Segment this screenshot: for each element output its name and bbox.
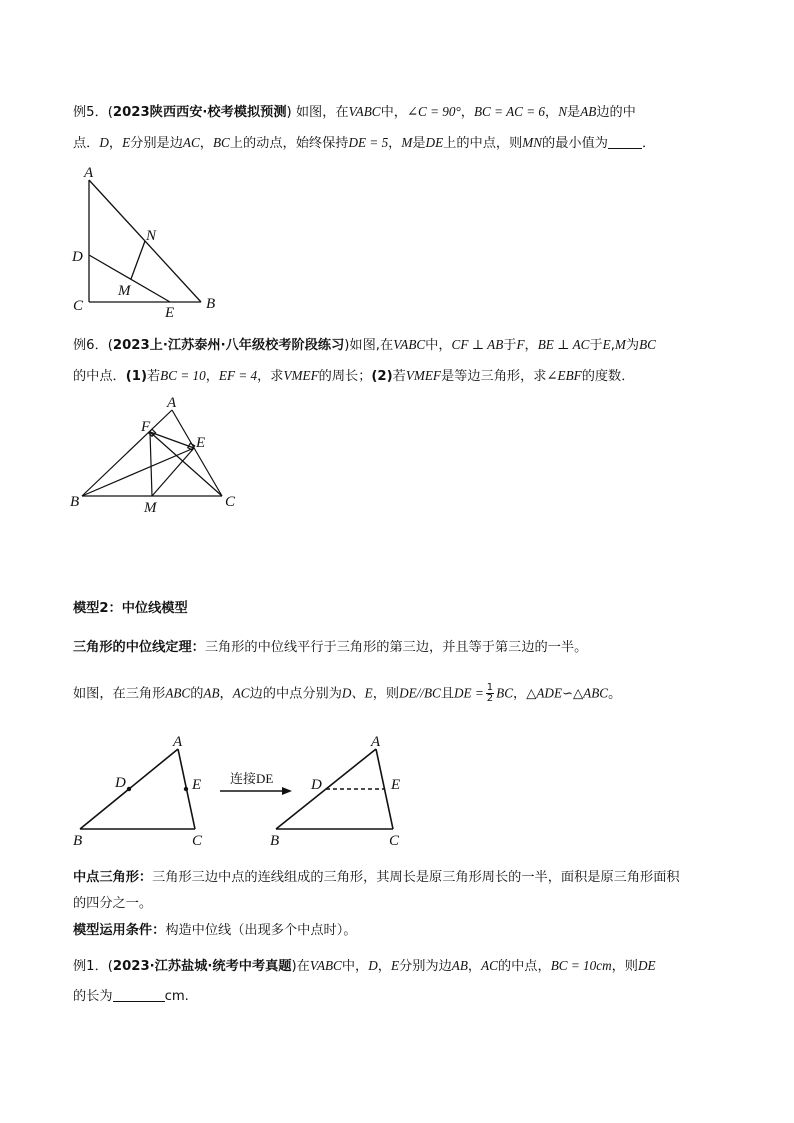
ex1-line1 <box>73 958 656 975</box>
math: E <box>122 135 131 150</box>
arrow-label: 连接DE <box>230 771 274 786</box>
part-label: (1) <box>125 369 147 384</box>
text: 的长为 <box>73 989 113 1004</box>
text: 边的中点分别为 <box>249 686 342 702</box>
math: BC = 10 <box>160 368 206 383</box>
text: 中， <box>380 105 407 120</box>
text: )在 <box>291 959 310 974</box>
label-B: B <box>70 494 80 510</box>
math: △ADE∽△ABC <box>526 685 609 701</box>
label-F: F <box>141 419 151 435</box>
math: AB <box>203 685 220 701</box>
math: DE = <box>454 685 484 701</box>
label-D: D <box>72 249 83 265</box>
text: 的中点， <box>497 959 551 974</box>
math: VMEF <box>283 368 319 383</box>
math: E <box>602 337 611 352</box>
text: 中， <box>425 338 452 353</box>
unit: cm. <box>164 989 189 1004</box>
math: DE = 5 <box>348 135 389 150</box>
text: 分别是边 <box>130 136 183 151</box>
math: DE <box>637 958 656 973</box>
label-E: E <box>196 435 206 451</box>
mid-triangle-text: 三角形三边中点的连线组成的三角形，其周长是原三角形周长的一半，面积是原三角形面积 <box>152 870 680 885</box>
left-label-C: C <box>192 833 203 849</box>
condition-line <box>73 923 357 939</box>
text: 于 <box>589 338 603 353</box>
right-label-A: A <box>371 734 381 750</box>
text: ， <box>205 369 219 384</box>
math: F <box>516 337 525 352</box>
text: 是等边三角形，求 <box>440 369 547 384</box>
math: VABC <box>309 958 342 973</box>
text: ， <box>108 136 123 151</box>
text: 如图，在三角形 <box>73 686 166 702</box>
label-A: A <box>84 165 94 181</box>
example-label: 例5．( <box>73 105 113 120</box>
left-label-B: B <box>73 833 83 849</box>
text: ， <box>219 686 233 702</box>
math: E <box>390 958 400 973</box>
math: BC = AC = 6 <box>473 104 546 119</box>
label-C: C <box>73 298 84 314</box>
mid-triangle-label: 中点三角形： <box>73 870 153 885</box>
text: 的最小值为 <box>542 136 608 151</box>
answer-blank[interactable] <box>113 988 165 1002</box>
example-label: 例6．( <box>73 338 113 353</box>
source-tag: 2023陕西西安·校考模拟预测 <box>112 105 287 120</box>
label-N: N <box>146 228 157 244</box>
label-M: M <box>144 500 157 516</box>
text: ， <box>467 959 482 974</box>
text: 若 <box>392 369 406 384</box>
text: ) 如图，在 <box>286 105 349 120</box>
text: 且 <box>440 686 455 702</box>
text: 上的中点，则 <box>443 136 523 151</box>
label-A: A <box>167 395 177 411</box>
text: )如图,在 <box>344 338 394 353</box>
math: BC = 10cm <box>550 958 612 973</box>
left-label-D: D <box>115 775 126 791</box>
math: MN <box>522 135 543 150</box>
math: AB <box>451 958 468 973</box>
source-tag: 2023·江苏盐城·统考中考真题 <box>112 959 292 974</box>
model2-title: 模型2：中位线模型 <box>73 601 188 616</box>
text: 上的动点，始终保持 <box>229 136 349 151</box>
math: VABC <box>393 337 426 352</box>
right-label-D: D <box>311 777 322 793</box>
text: 为 <box>625 338 640 353</box>
text: 点． <box>73 136 100 151</box>
theorem-text: 三角形的中位线平行于三角形的第三边，并且等于第三边的一半。 <box>204 640 588 655</box>
math: ∠C = 90° <box>406 104 461 119</box>
part-label: (2) <box>371 369 393 384</box>
math: AC <box>481 958 498 973</box>
text: 是 <box>412 136 426 151</box>
text: ， <box>388 136 402 151</box>
text: ，求 <box>257 369 284 384</box>
math: N <box>558 104 567 119</box>
text: 中， <box>341 959 369 974</box>
text: ，则 <box>372 686 400 702</box>
text: ， <box>199 136 213 151</box>
text: ， <box>545 105 559 120</box>
math: EF = 4 <box>218 368 258 383</box>
math: ABC <box>165 685 191 701</box>
math: BC <box>496 685 514 701</box>
text: 分别为边 <box>399 959 452 974</box>
label-B: B <box>206 296 216 312</box>
mid-triangle-line2: 的四分之一。 <box>73 896 153 911</box>
text: 的 <box>190 686 204 702</box>
left-label-E: E <box>192 777 202 793</box>
denominator: 2 <box>486 693 494 704</box>
math: AB <box>580 104 597 119</box>
text: 若 <box>146 369 161 384</box>
text: 是 <box>567 105 581 120</box>
math: DE//BC <box>399 685 441 701</box>
source-tag: 2023上·江苏泰州·八年级校考阶段练习 <box>112 338 345 353</box>
condition-label: 模型运用条件： <box>73 923 166 938</box>
text: ， <box>524 338 538 353</box>
right-label-C: C <box>389 833 400 849</box>
left-point-D <box>127 787 131 791</box>
math: AC <box>182 135 200 150</box>
math: D、E <box>341 685 373 701</box>
text: ， <box>513 686 527 702</box>
text: , <box>610 338 615 353</box>
math: BC <box>639 337 656 352</box>
math: ∠EBF <box>546 368 582 383</box>
text: 边的中 <box>596 105 636 120</box>
math: VMEF <box>405 368 441 383</box>
math: D <box>99 135 109 150</box>
text: 。 <box>608 686 622 702</box>
left-point-E <box>184 787 188 791</box>
text: 于 <box>503 338 517 353</box>
ex1-line2 <box>73 988 189 1005</box>
text: ，则 <box>611 959 638 974</box>
text: ， <box>377 959 391 974</box>
numerator: 1 <box>486 682 494 693</box>
condition-text: 构造中位线（出现多个中点时）。 <box>165 923 357 938</box>
mid-triangle-line1 <box>73 870 680 886</box>
label-E: E <box>165 305 175 321</box>
math: DE <box>425 135 444 150</box>
example-label: 例1．( <box>73 959 113 974</box>
theorem-label: 三角形的中位线定理： <box>73 640 205 655</box>
math: CF ⊥ AB <box>451 337 504 352</box>
left-label-A: A <box>173 734 183 750</box>
math: D <box>368 958 378 973</box>
text: ． <box>641 136 656 151</box>
label-C: C <box>225 494 236 510</box>
arrow-head <box>282 787 292 795</box>
right-label-E: E <box>391 777 401 793</box>
text: 的周长； <box>318 369 372 384</box>
math: M <box>614 337 626 352</box>
label-M: M <box>118 283 131 299</box>
math: VABC <box>348 104 381 119</box>
math: AC <box>232 685 250 701</box>
text: 的度数． <box>581 369 635 384</box>
math: M <box>401 135 413 150</box>
math: BC <box>212 135 230 150</box>
right-label-B: B <box>270 833 280 849</box>
math: BE ⊥ AC <box>537 337 590 352</box>
text: ， <box>460 105 474 120</box>
text: 的中点． <box>73 369 126 384</box>
